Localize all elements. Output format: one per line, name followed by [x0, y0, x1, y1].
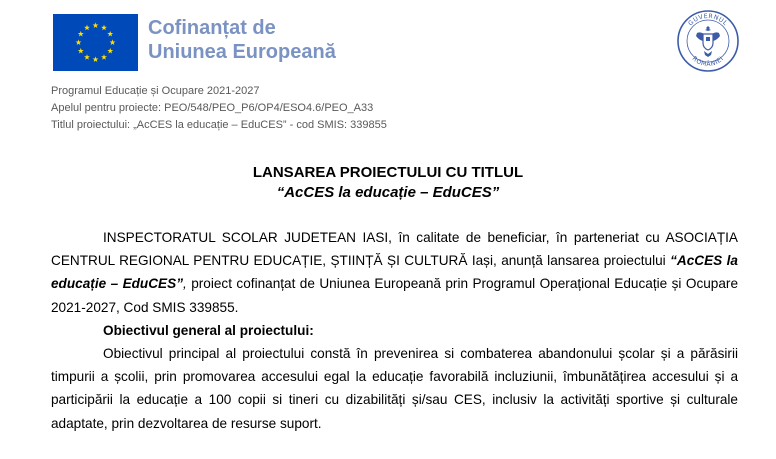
eu-cofunding-logo [53, 14, 343, 71]
announcement-comma: , [183, 276, 187, 292]
announcement-text-b: proiect cofinanțat de Uniunea Europeană prin Programul Operațional Educație și Ocupare 2021-2027, Cod SMIS 339855. [51, 276, 739, 315]
government-seal-logo [676, 9, 740, 73]
program-name: Programul Educație și Ocupare 2021-2027 [51, 85, 260, 97]
eu-logo-line2: Uniunea Europeană [148, 41, 336, 63]
document-body [51, 226, 738, 435]
objective-heading: Obiectivul general al proiectului: [103, 322, 314, 338]
launch-announcement-paragraph [51, 226, 738, 319]
document-heading [0, 163, 776, 203]
announcement-text-a: INSPECTORATUL SCOLAR JUDETEAN IASI, în calitate de beneficiar, în parteneriat cu ASOCIAȚIA CENTRUL REGIONAL PENTRU EDUCAȚIE, ȘTIINȚĂ ȘI CULTURĂ Iași, anunță lansarea proiectului [51, 230, 738, 269]
project-title-emphasis: “AcCES la educație – EduCES” [51, 253, 738, 292]
eu-logo-line1: Cofinanțat de [148, 17, 276, 39]
eu-logo-text [148, 16, 336, 64]
project-title-line: Titlul proiectului: „AcCES la educație – EduCES” - cod SMIS: 339855 [51, 119, 387, 131]
heading-line2: “AcCES la educație – EduCES” [276, 184, 500, 201]
svg-text:ROMÂNIEI: ROMÂNIEI [690, 55, 726, 69]
call-reference: Apelul pentru proiecte: PEO/548/PEO_P6/OP4/ESO4.6/PEO_A33 [51, 102, 374, 114]
government-seal-icon [676, 9, 740, 73]
heading-line1: LANSAREA PROIECTULUI CU TITLUL [252, 164, 524, 181]
objective-paragraph: Obiectivul principal al proiectului constă în prevenirea si combaterea abandonului școlar și a părăsirii timpurii a școlii, prin promovarea accesului egal la educație favorabilă incluziunii, îmbunătățirea accesului și a participării la educație a 100 copii si tineri cu dizabilități și/sau CES, inclusiv la activități sportive și culturale adaptate, prin dezvoltarea de resurse suport. [51, 346, 738, 431]
svg-text:GUVERNUL: GUVERNUL [687, 12, 729, 28]
eu-flag-icon [53, 14, 138, 71]
programme-metadata [51, 83, 387, 134]
